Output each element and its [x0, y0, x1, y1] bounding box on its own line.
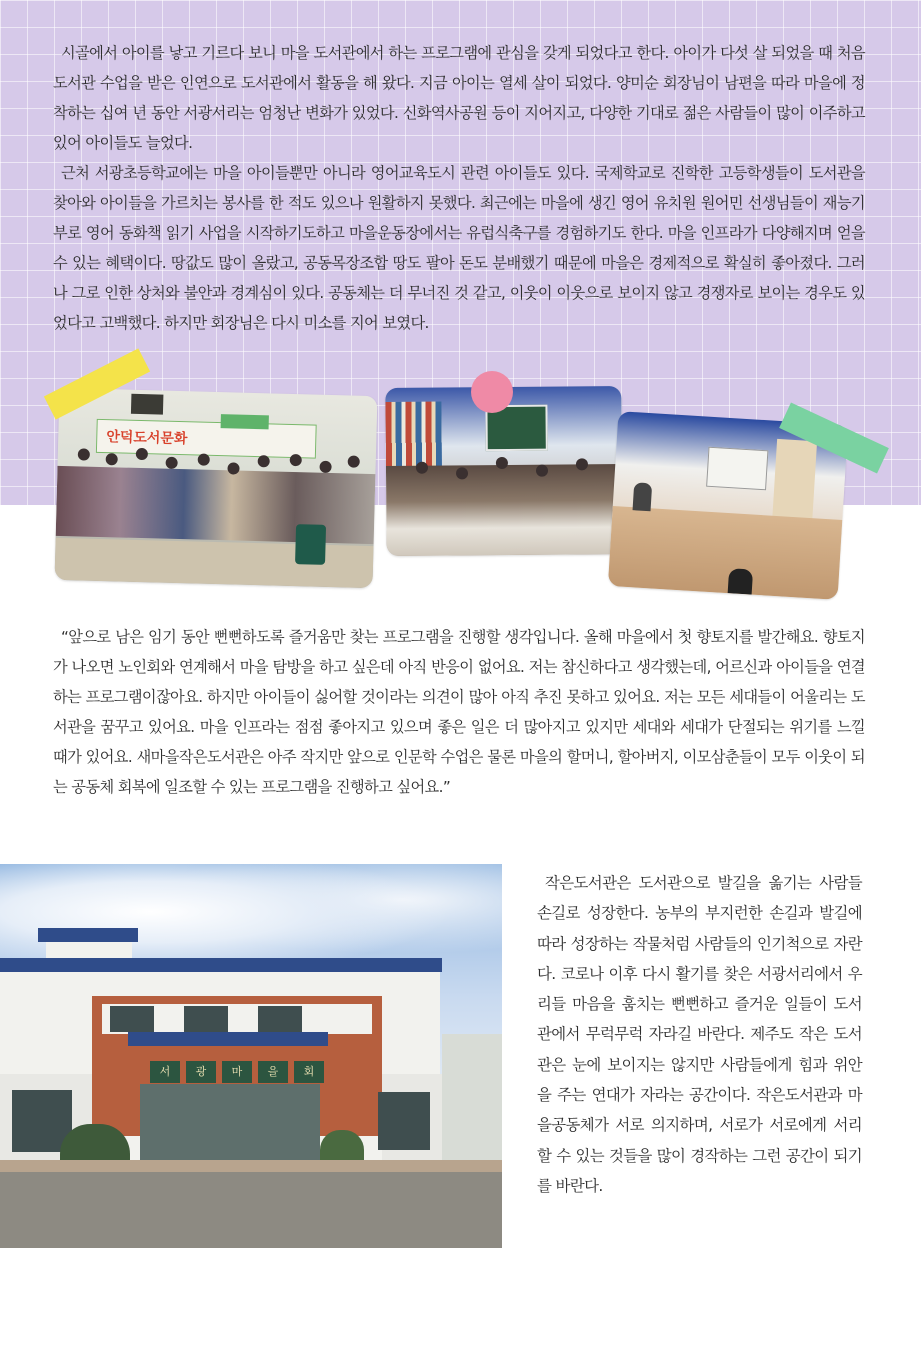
event-banner-text: 안덕도서문화: [106, 429, 188, 448]
sign-char-1: 서: [150, 1061, 180, 1083]
chairperson-quote: [53, 622, 865, 802]
closing-text: [537, 868, 862, 1201]
village-hall-photo: [0, 864, 502, 1248]
sign-char-4: 을: [258, 1061, 288, 1083]
quote-text: “앞으로 남은 임기 동안 뻔뻔하도록 즐거움만 찾는 프로그램을 진행할 생각입니다. 올해 마을에서 첫 향토지를 발간해요. 향토지가 나오면 노인회와 연계해서 마을 탐방을 하고 싶은데 아직 반응이 없어요. 저는 참신하다고 생각했는데, 어르신과 아이들을 연결하는 프로그램이잖아요. 하지만 아이들이 싫어할 것이라는 의견이 많아 아직 추진 못하고 있어요. 저는 모든 세대들이 어울리는 도서관을 꿈꾸고 있어요. 마을 인프라는 점점 좋아지고 있으며 좋은 일은 더 많아지고 있지만 세대와 세대가 단절되는 위기를 느낄 때가 있어요. 새마을작은도서관은 아주 작지만 앞으로 인문학 수업은 물론 마을의 할머니, 할아버지, 이모삼춘들이 모두 이웃이 되는 공동체 회복에 일조할 수 있는 프로그램을 진행하고 싶어요.”: [53, 628, 865, 796]
event-group-photo: [55, 388, 378, 588]
intro-paragraph-2: 근처 서광초등학교에는 마을 아이들뿐만 아니라 영어교육도시 관련 아이들도 있다. 국제학교로 진학한 고등학생들이 도서관을 찾아와 아이들을 가르치는 봉사를 한 적도 있으나 원활하지 못했다. 최근에는 마을에 생긴 영어 유치원 원어민 선생님들이 재능기부로 영어 동화책 읽기 사업을 시작하기도하고 마을운동장에서는 유럽식축구를 경험하기도 한다. 마을 인프라가 다양해지며 얻을 수 있는 혜택이다. 땅값도 많이 올랐고, 공동목장조합 땅도 팔아 돈도 분배했기 때문에 마을은 경제적으로 확실히 좋아졌다. 그러나 그로 인한 상처와 불안과 경계심이 있다. 공동체는 더 무너진 것 같고, 이웃이 이웃으로 보이지 않고 경쟁자로 보이는 경우도 있었다고 고백했다. 하지만 회장님은 다시 미소를 지어 보였다.: [53, 164, 865, 332]
intro-text: [53, 38, 865, 338]
pink-circle-sticker: [471, 371, 513, 413]
sign-char-5: 회: [294, 1061, 324, 1083]
library-activity-photo: [385, 386, 622, 556]
sign-char-2: 광: [186, 1061, 216, 1083]
sign-char-3: 마: [222, 1061, 252, 1083]
parking-lot: [0, 1168, 502, 1248]
closing-paragraph: 작은도서관은 도서관으로 발길을 옮기는 사람들 손길로 성장한다. 농부의 부지런한 손길과 발길에 따라 성장하는 작물처럼 사람들의 인기척으로 자란다. 코로나 이후 다시 활기를 찾은 서광서리에서 우리들 마음을 훔치는 뻔뻔하고 즐거운 일들이 도서관에서 무럭무럭 자라길 바란다. 제주도 작은 도서관은 눈에 보이지는 않지만 사람들에게 힘과 위안을 주는 연대가 자라는 공간이다. 작은도서관과 마을공동체가 서로 의지하며, 서로가 서로에게 서리할 수 있는 것들을 많이 경작하는 그런 공간이 되기를 바란다.: [537, 874, 862, 1195]
intro-paragraph-1: 시골에서 아이를 낳고 기르다 보니 마을 도서관에서 하는 프로그램에 관심을 갖게 되었다고 한다. 아이가 다섯 살 되었을 때 처음 도서관 수업을 받은 인연으로 도서관에서 활동을 해 왔다. 지금 아이는 열세 살이 되었다. 양미순 회장님이 남편을 따라 마을에 정착하는 십여 년 동안 서광서리는 엄청난 변화가 있었다. 신화역사공원 등이 지어지고, 다양한 기대로 젊은 사람들이 많이 이주하고 있어 아이들도 늘었다.: [53, 44, 865, 152]
